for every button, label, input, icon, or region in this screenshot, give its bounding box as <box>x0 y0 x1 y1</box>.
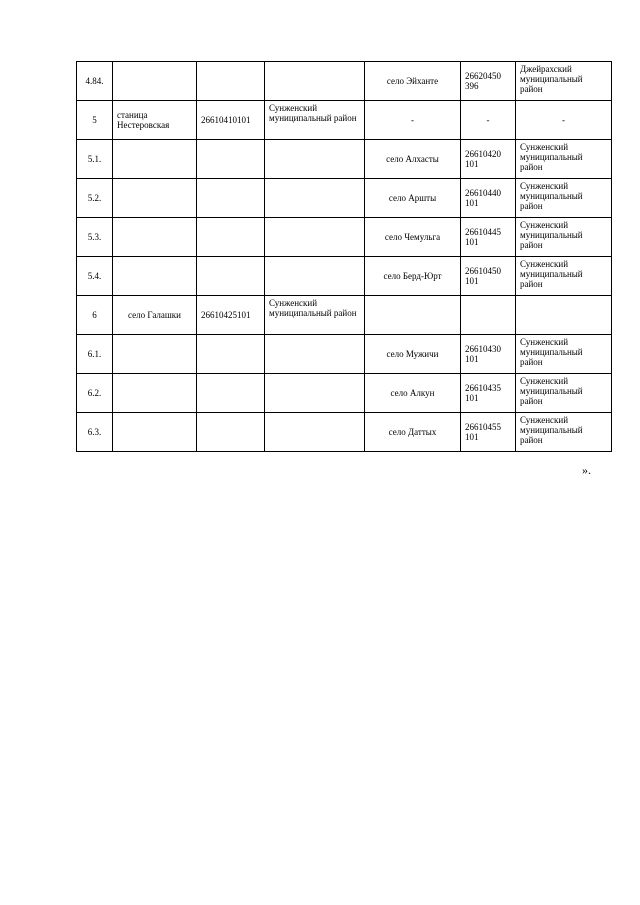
row-number-cell: 5.4. <box>77 257 113 296</box>
table-row <box>77 335 612 374</box>
locality-cell: село Чемульга <box>365 218 461 257</box>
district-cell: Сунженский муниципальный район <box>265 101 365 140</box>
locality-code-cell <box>461 296 516 335</box>
district-cell: Сунженский муниципальный район <box>265 296 365 335</box>
locality-cell: село Алкун <box>365 374 461 413</box>
settlement-name-cell <box>113 218 197 257</box>
oktmo-code-cell: 26610425101 <box>197 296 265 335</box>
district-cell <box>265 179 365 218</box>
row-number-cell: 6.3. <box>77 413 113 452</box>
locality-cell <box>365 296 461 335</box>
locality-code-cell: 26610455 101 <box>461 413 516 452</box>
row-number-cell: 5.1. <box>77 140 113 179</box>
locality-cell: село Алхасты <box>365 140 461 179</box>
locality-code-cell: 26610430 101 <box>461 335 516 374</box>
locality-code-cell: 26620450 396 <box>461 62 516 101</box>
locality-district-cell: Сунженский муниципальный район <box>516 257 612 296</box>
settlement-name-cell: село Галашки <box>113 296 197 335</box>
oktmo-code-cell <box>197 140 265 179</box>
locality-cell: - <box>365 101 461 140</box>
settlement-name-cell <box>113 179 197 218</box>
district-cell <box>265 335 365 374</box>
table-row <box>77 296 612 335</box>
oktmo-code-cell <box>197 218 265 257</box>
closing-quote: ». <box>582 463 591 477</box>
oktmo-code-cell <box>197 335 265 374</box>
settlement-name-cell <box>113 257 197 296</box>
district-cell <box>265 62 365 101</box>
table-row <box>77 62 612 101</box>
district-cell <box>265 413 365 452</box>
row-number-cell: 5.2. <box>77 179 113 218</box>
oktmo-code-cell <box>197 62 265 101</box>
locality-district-cell <box>516 296 612 335</box>
locality-district-cell: Джейрахский муниципальный район <box>516 62 612 101</box>
settlements-table <box>76 61 612 452</box>
locality-code-cell: 26610440 101 <box>461 179 516 218</box>
locality-cell: село Эйханте <box>365 62 461 101</box>
district-cell <box>265 218 365 257</box>
settlement-name-cell <box>113 374 197 413</box>
locality-cell: село Даттых <box>365 413 461 452</box>
locality-code-cell: 26610450 101 <box>461 257 516 296</box>
row-number-cell: 5.3. <box>77 218 113 257</box>
row-number-cell: 6 <box>77 296 113 335</box>
locality-code-cell: - <box>461 101 516 140</box>
row-number-cell: 6.2. <box>77 374 113 413</box>
locality-cell: село Мужичи <box>365 335 461 374</box>
settlement-name-cell: станица Нестеровская <box>113 101 197 140</box>
table-row <box>77 374 612 413</box>
locality-district-cell: Сунженский муниципальный район <box>516 335 612 374</box>
locality-code-cell: 26610420 101 <box>461 140 516 179</box>
oktmo-code-cell <box>197 179 265 218</box>
oktmo-code-cell <box>197 374 265 413</box>
table-row <box>77 413 612 452</box>
table-row <box>77 257 612 296</box>
table-row <box>77 179 612 218</box>
row-number-cell: 4.84. <box>77 62 113 101</box>
row-number-cell: 6.1. <box>77 335 113 374</box>
row-number-cell: 5 <box>77 101 113 140</box>
settlement-name-cell <box>113 140 197 179</box>
locality-cell: село Берд-Юрт <box>365 257 461 296</box>
oktmo-code-cell: 26610410101 <box>197 101 265 140</box>
locality-code-cell: 26610445 101 <box>461 218 516 257</box>
table-row <box>77 218 612 257</box>
district-cell <box>265 374 365 413</box>
oktmo-code-cell <box>197 257 265 296</box>
table-row <box>77 140 612 179</box>
oktmo-code-cell <box>197 413 265 452</box>
district-cell <box>265 257 365 296</box>
settlement-name-cell <box>113 62 197 101</box>
settlement-name-cell <box>113 335 197 374</box>
locality-district-cell: - <box>516 101 612 140</box>
locality-district-cell: Сунженский муниципальный район <box>516 179 612 218</box>
table-row <box>77 101 612 140</box>
settlement-name-cell <box>113 413 197 452</box>
locality-code-cell: 26610435 101 <box>461 374 516 413</box>
locality-district-cell: Сунженский муниципальный район <box>516 374 612 413</box>
locality-district-cell: Сунженский муниципальный район <box>516 140 612 179</box>
locality-district-cell: Сунженский муниципальный район <box>516 413 612 452</box>
district-cell <box>265 140 365 179</box>
locality-cell: село Аршты <box>365 179 461 218</box>
locality-district-cell: Сунженский муниципальный район <box>516 218 612 257</box>
